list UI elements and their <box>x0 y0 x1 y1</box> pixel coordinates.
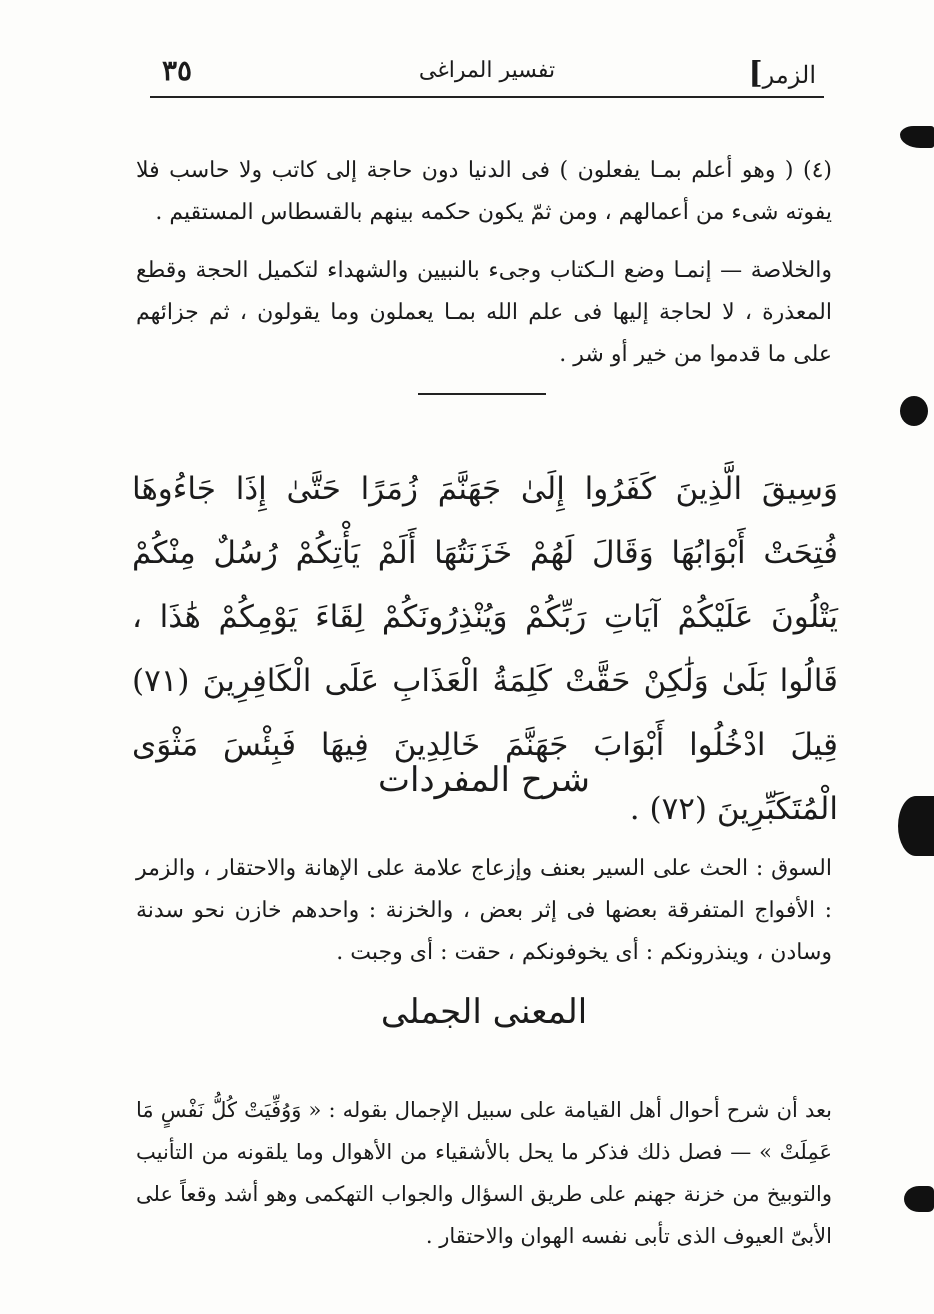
intro-paragraph: (٤) ( وهو أعلم بمـا يفعلون ) فى الدنيا دون حاجة إلى كاتب ولا حاسب فلا يفوته شىء من أعمالهم ، ومن ثمّ يكون حكمه بينهم بالقسطاس المستقيم . <box>136 158 832 225</box>
summary-paragraph: والخلاصة — إنمـا وضع الـكتاب وجىء بالنبيين والشهداء لتكميل الحجة وقطع المعذرة ، لا لحاجة إليها فى علم الله بمـا يعملون وما يقولون ، ثم جزائهم على ما قدموا من خير أو شر . <box>136 258 832 367</box>
meaning-paragraph: بعد أن شرح أحوال أهل القيامة على سبيل الإجمال بقوله : « وَوُفِّيَتْ كُلُّ نَفْسٍ مَا عَمِلَتْ » — فصل ذلك فذكر ما يحل بالأشقياء من الأهوال وما يلقونه من التأنيب والتوبيخ من خزنة جهنم على طريق السؤال والجواب التهكمى وهو أشد وقعاً على الأبىّ العيوف الذى تأبى نفسه الهوان والاحتقار . <box>136 1098 832 1248</box>
page-header <box>150 52 824 98</box>
surah-name: الزمر] <box>748 56 816 91</box>
quran-verse: وَسِيقَ الَّذِينَ كَفَرُوا إِلَىٰ جَهَنَّمَ زُمَرًا حَتَّىٰ إِذَا جَاءُوهَا فُتِحَتْ أَبْوَابُهَا وَقَالَ لَهُمْ خَزَنَتُهَا أَلَمْ يَأْتِكُمْ رُسُلٌ مِنْكُمْ يَتْلُونَ عَلَيْكُمْ آيَاتِ رَبِّكُمْ وَيُنْذِرُونَكُمْ لِقَاءَ يَوْمِكُمْ هَٰذَا ، قَالُوا بَلَىٰ وَلَٰكِنْ حَقَّتْ كَلِمَةُ الْعَذَابِ عَلَى الْكَافِرِينَ (٧١) قِيلَ ادْخُلُوا أَبْوَابَ جَهَنَّمَ خَالِدِينَ فِيهَا فَبِئْسَ مَثْوَى الْمُتَكَبِّرِينَ (٧٢) . <box>132 471 838 827</box>
vocab-heading: شرح المفردات <box>377 760 591 800</box>
vocab-paragraph: السوق : الحث على السير بعنف وإزعاج علامة على الإهانة والاحتقار ، والزمر : الأفواج المتفرقة بعضها فى إثر بعض ، والخزنة : واحدهم خازن نحو سدنة وسادن ، وينذرونكم : أى يخوفونكم ، حقت : أى وجبت . <box>136 856 832 965</box>
page-number: ٣٥ <box>162 54 193 87</box>
scan-blot <box>900 396 928 426</box>
meaning-heading: المعنى الجملى <box>380 992 588 1032</box>
scan-blot <box>898 796 934 856</box>
section-divider <box>418 393 546 395</box>
header-bracket: ] <box>748 56 763 91</box>
scan-blot <box>904 1186 934 1212</box>
book-title: تفسير المراغى <box>418 58 556 83</box>
